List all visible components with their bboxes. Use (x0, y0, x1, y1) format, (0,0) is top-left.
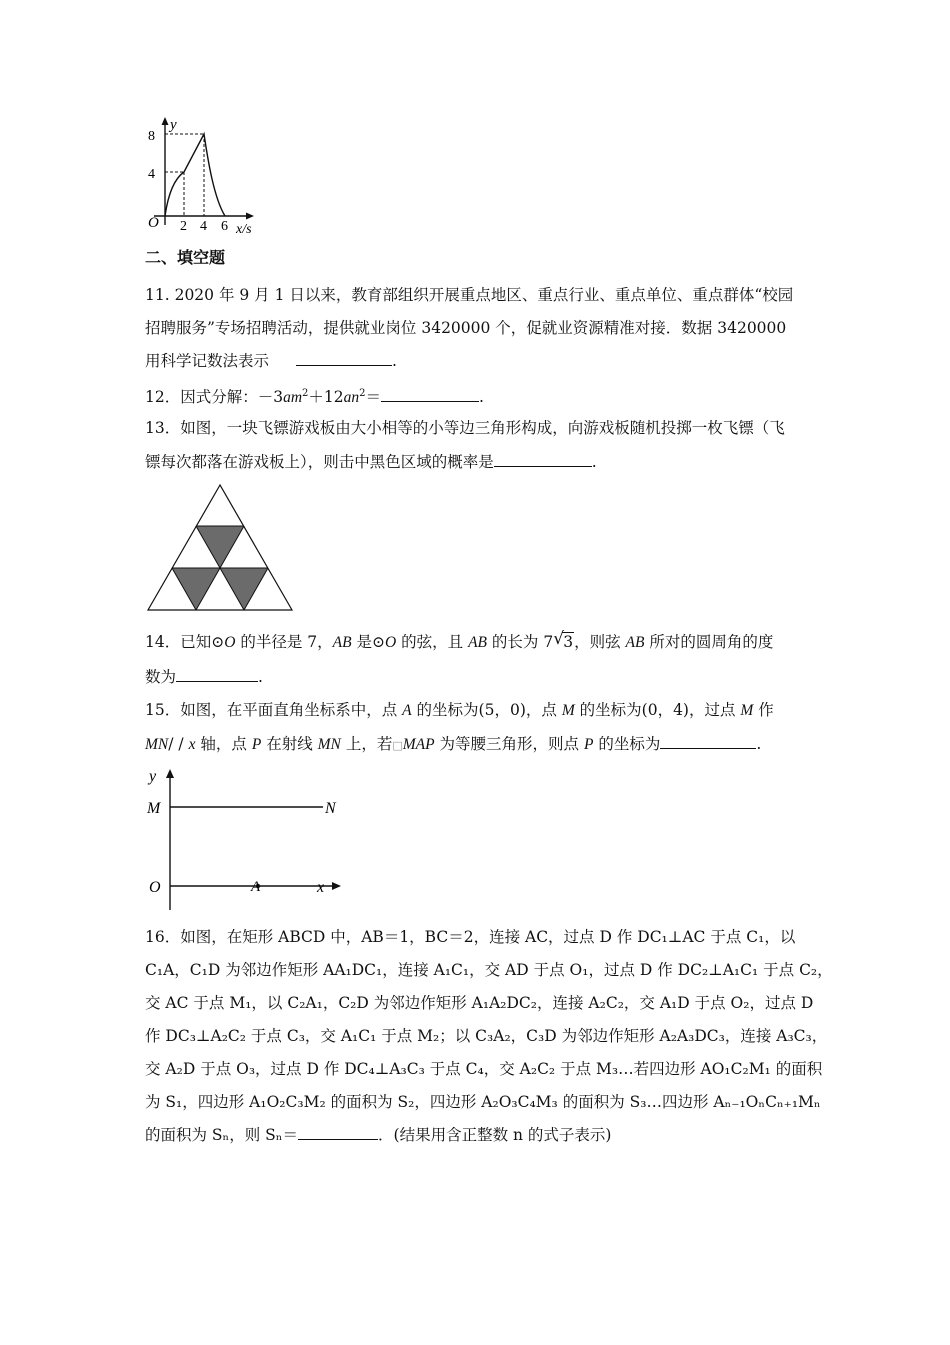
circle-o: O (224, 634, 236, 651)
x-axis-label: x/s (236, 222, 252, 237)
point-m: M (740, 702, 754, 719)
q15-text: 轴，点 (195, 735, 252, 753)
q14-text: 的长为 7 (487, 633, 554, 651)
x-tick-4: 4 (200, 219, 207, 234)
answer-blank-12[interactable] (381, 387, 479, 402)
chord-ab: AB (625, 634, 645, 651)
q15-text: 15．如图，在平面直角坐标系中，点 (145, 701, 403, 719)
q14-text: 的半径是 7， (235, 633, 333, 651)
coordinate-graph (143, 765, 353, 915)
x-axis-var: x (188, 736, 196, 753)
q14-text: 所对的圆周角的度 (644, 633, 774, 651)
term-an: an (343, 389, 360, 407)
x-axis-arrow (332, 882, 341, 890)
shaded-triangle (196, 526, 244, 568)
y-tick-4: 4 (148, 167, 155, 182)
period: . (391, 352, 397, 370)
question-12-prefix: 12．因式分解：－3 (145, 388, 284, 407)
period: . (756, 735, 762, 753)
q16-text: 的面积为 Sₙ，则 Sₙ＝ (145, 1126, 299, 1144)
answer-blank-15[interactable] (660, 734, 756, 749)
origin-label: O (149, 879, 161, 896)
question-14-line-2 (145, 667, 263, 687)
x-tick-6: 6 (221, 219, 228, 234)
q14-text: 是⊙ (351, 633, 385, 651)
period: . (258, 668, 263, 686)
answer-blank-11[interactable] (296, 351, 392, 366)
question-16-line-1: 16．如图，在矩形 ABCD 中，AB＝1，BC＝2，连接 AC，过点 D 作 DC₁⊥AC 于点 C₁，以 (145, 928, 796, 946)
x-axis-arrow (246, 213, 254, 220)
q15-text: 的坐标为 (593, 735, 661, 753)
q15-text: 上，若 (340, 735, 393, 753)
shaded-triangle (220, 568, 268, 610)
radicand: 3 (563, 633, 574, 651)
section-title: 二、填空题 (145, 248, 226, 267)
term-am: am (283, 389, 303, 407)
question-16-line-4: 作 DC₃⊥A₂C₂ 于点 C₃，交 A₁C₁ 于点 M₂；以 C₃A₂，C₃D 为邻边作矩形 A₂A₃DC₃，连接 A₃C₃， (145, 1027, 828, 1045)
period: . (591, 453, 597, 471)
question-11-line-1: 11. 2020 年 9 月 1 日以来，教育部组织开展重点地区、重点行业、重点单位、重点群体“校园 (145, 286, 794, 304)
exponent: 2 (302, 388, 309, 399)
question-13-text: 镖每次都落在游戏板上），则击中黑色区域的概率是 (145, 453, 494, 471)
question-15-line-1 (145, 700, 774, 721)
q14-text: 的弦，且 (396, 633, 469, 651)
question-14-line-1 (145, 629, 774, 653)
point-m: M (561, 702, 575, 719)
triangle-symbol: □ (392, 739, 403, 752)
question-11-line-3 (145, 351, 397, 371)
line-mn: MN (145, 736, 169, 753)
question-16-line-3: 交 AC 于点 M₁，以 C₂A₁，C₂D 为邻边作矩形 A₁A₂DC₂，连接 A₂C₂，交 A₁D 于点 O₂，过点 D (145, 994, 814, 1012)
question-16-line-5: 交 A₂D 于点 O₃，过点 D 作 DC₄⊥A₃C₃ 于点 C₄，交 A₂C₂ 于点 M₃…若四边形 AO₁C₂M₁ 的面积 (145, 1060, 823, 1078)
distance-time-graph (140, 113, 270, 238)
q15-text: 的坐标为(0，4)，过点 (574, 701, 741, 719)
question-16-line-7 (145, 1125, 611, 1145)
n-label: N (325, 800, 336, 817)
question-16-line-2: C₁A，C₁D 为邻边作矩形 AA₁DC₁，连接 A₁C₁，交 AD 于点 O₁，过点 D 作 DC₂⊥A₁C₁ 于点 C₂， (145, 961, 833, 979)
q14-text: 数为 (145, 668, 177, 686)
triangle-map: MAP (402, 736, 435, 753)
point-a: A (402, 702, 412, 719)
y-tick-8: 8 (148, 129, 155, 144)
ray-mn: MN (317, 736, 341, 753)
exponent: 2 (359, 388, 366, 399)
chord-ab: AB (332, 634, 352, 651)
parallel-sign: / / (168, 735, 189, 753)
x-tick-2: 2 (180, 219, 187, 234)
y-label: y (149, 768, 157, 785)
answer-blank-13[interactable] (494, 452, 592, 467)
question-15-line-2 (145, 734, 761, 756)
y-axis-label: y (170, 117, 177, 133)
question-11-text: 用科学记数法表示 (145, 352, 270, 370)
plus-12: ＋12 (308, 388, 344, 407)
answer-blank-14[interactable] (176, 667, 258, 682)
point-p: P (583, 736, 594, 753)
y-axis-arrow (162, 117, 169, 125)
a-label: A (251, 879, 261, 895)
sqrt-3: √ 3 (553, 629, 574, 651)
equals: ＝ (365, 388, 382, 407)
x-label: x (317, 879, 325, 896)
y-axis-arrow (166, 769, 174, 778)
chord-ab: AB (468, 634, 487, 651)
origin-label: O (148, 215, 159, 231)
q15-text: 在射线 (261, 735, 318, 753)
q15-text: 作 (753, 701, 774, 719)
q15-text: 为等腰三角形，则点 (434, 735, 584, 753)
circle-o: O (385, 634, 397, 651)
period: . (479, 388, 484, 407)
question-13-line-1: 13．如图，一块飞镖游戏板由大小相等的小等边三角形构成，向游戏板随机投掷一枚飞镖（飞 (145, 419, 785, 437)
q14-text: 14．已知⊙ (145, 633, 225, 651)
question-12 (145, 384, 484, 408)
q16-tail: ．(结果用含正整数 n 的式子表示) (378, 1126, 612, 1144)
shaded-triangle (172, 568, 220, 610)
question-16-line-6: 为 S₁，四边形 A₁O₂C₃M₂ 的面积为 S₂，四边形 A₂O₃C₄M₃ 的面积为 S₃…四边形 Aₙ₋₁OₙCₙ₊₁Mₙ (145, 1093, 821, 1111)
answer-blank-16[interactable] (298, 1125, 378, 1140)
q15-text: 的坐标为(5，0)，点 (411, 701, 562, 719)
curve (165, 134, 225, 216)
q14-text: ，则弦 (574, 633, 626, 651)
question-13-line-2 (145, 452, 597, 472)
dartboard-triangle (145, 483, 297, 615)
point-p: P (251, 736, 262, 753)
m-label: M (147, 800, 161, 817)
question-11-line-2: 招聘服务”专场招聘活动，提供就业岗位 3420000 个，促就业资源精准对接．数据 3420000 (145, 319, 787, 337)
